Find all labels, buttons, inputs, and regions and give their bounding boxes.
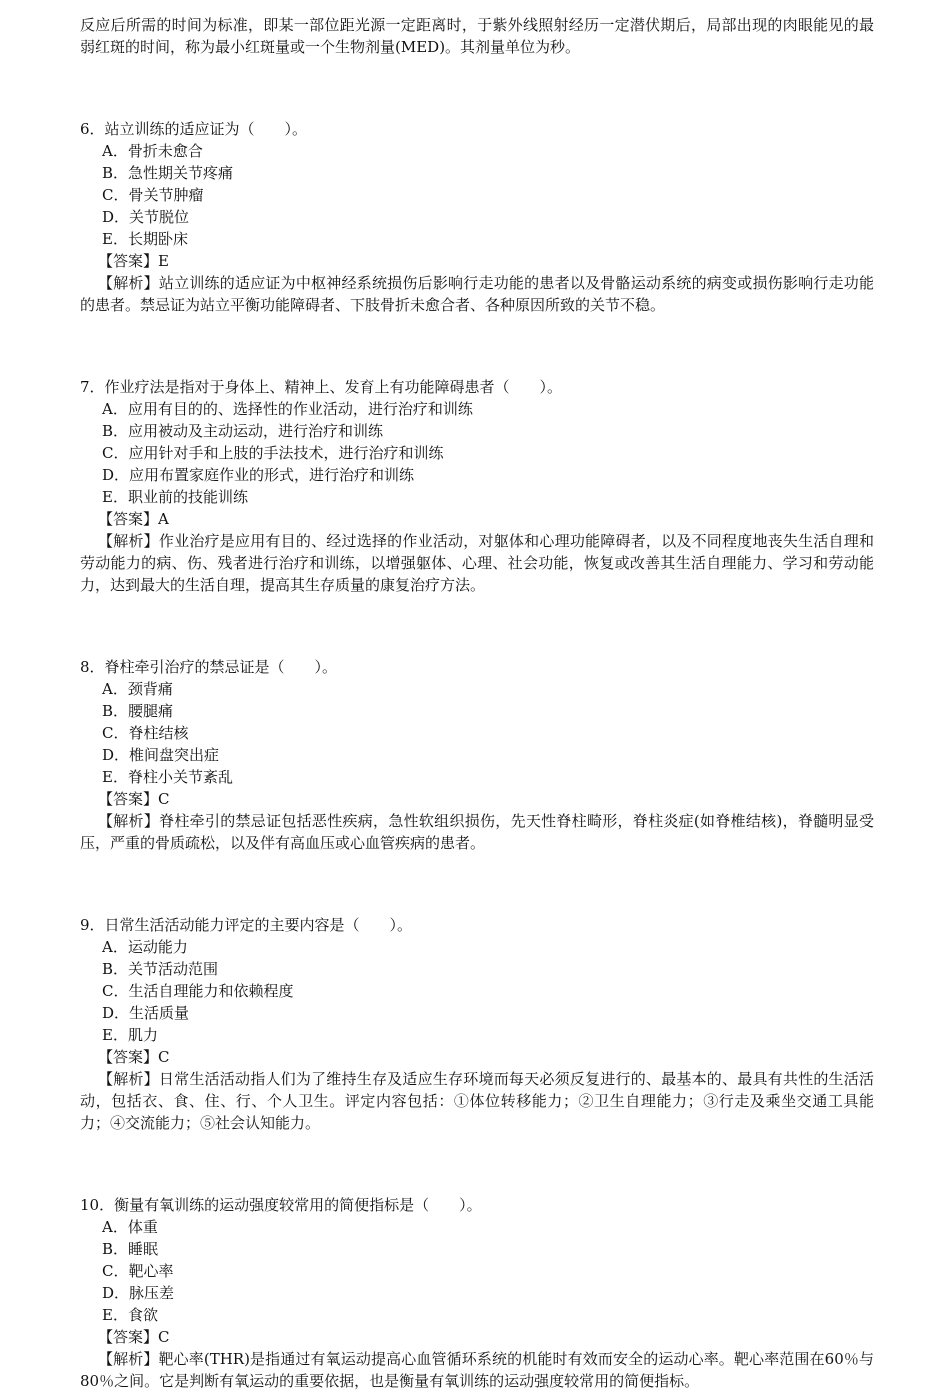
option-e: E．食欲 bbox=[102, 1306, 158, 1324]
option-c: C．靶心率 bbox=[102, 1262, 174, 1280]
option-a: A．体重 bbox=[102, 1218, 158, 1236]
option-d: D．关节脱位 bbox=[102, 208, 190, 226]
option-a: A．颈背痛 bbox=[102, 680, 173, 698]
answer: 【答案】C bbox=[98, 790, 170, 808]
option-d: D．脉压差 bbox=[102, 1284, 175, 1302]
question-stem: 9．日常生活活动能力评定的主要内容是（ ）。 bbox=[80, 916, 413, 934]
option-b: B．睡眠 bbox=[102, 1240, 159, 1258]
answer: 【答案】C bbox=[98, 1328, 170, 1346]
option-c: C．生活自理能力和依赖程度 bbox=[102, 982, 294, 1000]
option-a: A．应用有目的的、选择性的作业活动，进行治疗和训练 bbox=[102, 400, 473, 418]
question-7 bbox=[80, 376, 874, 596]
question-stem: 8．脊柱牵引治疗的禁忌证是（ ）。 bbox=[80, 658, 338, 676]
option-d: D．生活质量 bbox=[102, 1004, 190, 1022]
option-e: E．职业前的技能训练 bbox=[102, 488, 248, 506]
option-a: A．运动能力 bbox=[102, 938, 188, 956]
explanation: 【解析】作业治疗是应用有目的、经过选择的作业活动，对躯体和心理功能障碍者，以及不同程度地丧失生活自理和劳动能力的病、伤、残者进行治疗和训练，以增强躯体、心理、社会功能，恢复或改善其生活自理能力、学习和劳动能力，达到最大的生活自理，提高其生存质量的康复治疗方法。 bbox=[80, 532, 874, 594]
document-page bbox=[80, 14, 874, 1392]
option-b: B．关节活动范围 bbox=[102, 960, 219, 978]
question-10 bbox=[80, 1194, 874, 1392]
answer: 【答案】A bbox=[98, 510, 169, 528]
answer: 【答案】E bbox=[98, 252, 169, 270]
option-c: C．脊柱结核 bbox=[102, 724, 189, 742]
explanation: 【解析】脊柱牵引的禁忌证包括恶性疾病，急性软组织损伤，先天性脊柱畸形，脊柱炎症(如脊椎结核)，脊髓明显受压，严重的骨质疏松，以及伴有高血压或心血管疾病的患者。 bbox=[80, 812, 874, 852]
option-e: E．脊柱小关节紊乱 bbox=[102, 768, 233, 786]
question-stem: 7．作业疗法是指对于身体上、精神上、发育上有功能障碍患者（ ）。 bbox=[80, 378, 563, 396]
option-b: B．腰腿痛 bbox=[102, 702, 174, 720]
option-b: B．急性期关节疼痛 bbox=[102, 164, 234, 182]
option-c: C．应用针对手和上肢的手法技术，进行治疗和训练 bbox=[102, 444, 444, 462]
question-8 bbox=[80, 656, 874, 854]
option-b: B．应用被动及主动运动，进行治疗和训练 bbox=[102, 422, 384, 440]
option-a: A．骨折未愈合 bbox=[102, 142, 203, 160]
question-6 bbox=[80, 118, 874, 316]
option-c: C．骨关节肿瘤 bbox=[102, 186, 204, 204]
option-e: E．肌力 bbox=[102, 1026, 158, 1044]
option-e: E．长期卧床 bbox=[102, 230, 188, 248]
question-stem: 6．站立训练的适应证为（ ）。 bbox=[80, 120, 308, 138]
option-d: D．应用布置家庭作业的形式，进行治疗和训练 bbox=[102, 466, 415, 484]
explanation: 【解析】站立训练的适应证为中枢神经系统损伤后影响行走功能的患者以及骨骼运动系统的病变或损伤影响行走功能的患者。禁忌证为站立平衡功能障碍者、下肢骨折未愈合者、各种原因所致的关节不稳。 bbox=[80, 274, 874, 314]
explanation: 【解析】靶心率(THR)是指通过有氧运动提高心血管循环系统的机能时有效而安全的运动心率。靶心率范围在60％与80％之间。它是判断有氧运动的重要依据，也是衡量有氧训练的运动强度较常用的简便指标。 bbox=[80, 1350, 874, 1390]
question-stem: 10．衡量有氧训练的运动强度较常用的简便指标是（ ）。 bbox=[80, 1196, 482, 1214]
question-9 bbox=[80, 914, 874, 1134]
answer: 【答案】C bbox=[98, 1048, 170, 1066]
explanation: 【解析】日常生活活动指人们为了维持生存及适应生存环境而每天必须反复进行的、最基本的、最具有共性的生活活动，包括衣、食、住、行、个人卫生。评定内容包括：①体位转移能力；②卫生自理能力；③行走及乘坐交通工具能力；④交流能力；⑤社会认知能力。 bbox=[80, 1070, 874, 1132]
option-d: D．椎间盘突出症 bbox=[102, 746, 220, 764]
intro-paragraph: 反应后所需的时间为标准，即某一部位距光源一定距离时，于紫外线照射经历一定潜伏期后，局部出现的肉眼能见的最弱红斑的时间，称为最小红斑量或一个生物剂量(MED)。其剂量单位为秒。 bbox=[80, 16, 874, 56]
